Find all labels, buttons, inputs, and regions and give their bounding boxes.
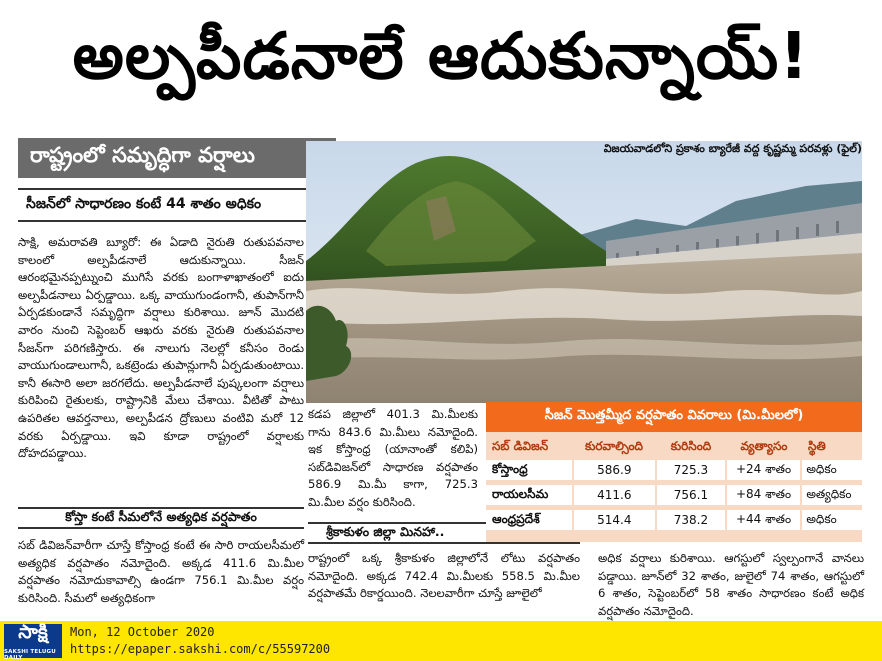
table-cell: కోస్తాంధ్ర: [486, 460, 572, 480]
table-cell: 738.2: [657, 510, 725, 530]
table-title: సీజన్ మొత్తమ్మీద వర్షపాతం వివరాలు (మి.మీలలో): [486, 402, 862, 432]
article-body-column-2b: రాష్ట్రంలో ఒక్క శ్రీకాకుళం జిల్లాలోనే లోటు వర్షపాతం నమోదైంది. అక్కడ 742.4 మి.మీలకు 558.5 మి.మీల వర్షపాతమే రికార్డయింది. నెలలవారీగా చూస్తే జూలైలో: [308, 551, 580, 601]
logo-subtext: SAKSHI TELUGU DAILY: [4, 649, 56, 661]
table-cell: 756.1: [657, 485, 725, 505]
table-header-cell: కురవాల్సింది: [584, 438, 644, 453]
barrage-photo: [306, 141, 862, 403]
table-header-cell: స్థితి: [808, 438, 826, 453]
article-body-column-2: కడప జిల్లాలో 401.3 మి.మీలకు గాను 843.6 మి.మీలు నమోదైంది. ఇక కోస్తాంధ్ర (యానాంతో కలిపి) సబ్‌డివిజన్‌లో సాధారణ వర్షపాతం 586.9 మి.మీ కాగా, 725.3 మి.మీల వర్షం కురిసింది.: [308, 407, 478, 509]
article-body-column-1: సాక్షి, అమరావతి బ్యూరో: ఈ ఏడాది నైరుతి రుతుపవనాల కాలంలో అల్పపీడనాలే ఆదుకున్నాయి. సీజన్ ఆరంభమైనప్పట్నుంచి ముగిసే వరకు బంగాళాఖాతంలో ఐదు అల్పపీడనాలు ఏర్పడ్డాయి. ఒక్క వాయుగుండంగానీ, తుపాన్‌గానీ ఏర్పడకుండానే సమృద్ధిగా వర్షాలు కురిశాయి. జూన్ మొదటి వారం నుంచి సెప్టెంబర్ ఆఖరు వరకు నైరుతి రుతుపవనాల సీజన్‌గా పరిగణిస్తారు. ఈ నాలుగు నెలల్లో కనీసం రెండు వాయుగుండాలుగానీ, ఒకట్రెండు తుపాన్లుగానీ ఏర్పడుతుంటాయి. కానీ ఈసారి అలా జరగలేదు. అల్పపీడనాలే పుష్కలంగా వర్షాలు కురిపించి రైతులకు, రాష్ట్రానికి మేలు చేశాయి. వీటితో పాటు ఉపరితల ఆవర్తనాలు, అల్పపీడన ద్రోణులు వంటివి మరో 12 వరకు ఏర్పడ్డాయి. ఇవి కూడా రాష్ట్రంలో వర్షాలకు దోహదపడ్డాయి.: [18, 235, 304, 461]
table-header-row: [486, 436, 862, 458]
table-header-cell: వ్యత్యాసం: [740, 438, 788, 453]
table-row: [486, 484, 862, 506]
photo-caption: విజయవాడలోని ప్రకాశం బ్యారేజీ వద్ద కృష్ణమ్మ పరవళ్లు (ఫైల్): [603, 142, 862, 155]
article-body-column-3: అధిక వర్షాలు కురిశాయి. ఆగస్టులో స్వల్పంగానే వానలు పడ్డాయి. జూన్‌లో 32 శాతం, జులైలో 74 శాతం, ఆగస్టులో 6 శాతం, సెప్టెంబర్‌లో 58 శాతం సాధారణం కంటే అధిక వర్షపాతం నమోదైంది.: [598, 551, 864, 618]
sakshi-logo[interactable]: [4, 621, 62, 661]
table-row: [486, 459, 862, 481]
footer-date: Mon, 12 October 2020: [70, 625, 215, 639]
logo-text: సాక్షి: [18, 621, 48, 643]
table-header-cell: సబ్ డివిజన్: [492, 438, 549, 453]
table-header-cell: కురిసింది: [670, 438, 712, 453]
table-cell: అధికం: [802, 510, 862, 530]
table-cell: 514.4: [574, 510, 656, 530]
table-cell: +44 శాతం: [727, 510, 801, 530]
photo-illustration: [306, 141, 862, 403]
table-cell: ఆంధ్రప్రదేశ్: [486, 510, 572, 530]
subheadline: రాష్ట్రంలో సమృద్ధిగా వర్షాలు: [18, 138, 336, 178]
table-cell: +84 శాతం: [727, 485, 801, 505]
rainfall-table: [486, 432, 862, 542]
table-cell: 725.3: [657, 460, 725, 480]
article-body-column-1b: సబ్ డివిజన్‌వారీగా చూస్తే కోస్తాంధ్ర కంటే ఈ సారి రాయలసీమలో అత్యధిక వర్షపాతం నమోదైంది. అక్కడ 411.6 మి.మీల వర్షపాతం నమోదుకావాల్సి ఉండగా 756.1 మి.మీల వర్షం కురిసింది. సీమలో అత్యధికంగా: [18, 538, 304, 605]
section-heading: శ్రీకాకుళం జిల్లా మినహా..: [308, 522, 580, 544]
footer-url-link[interactable]: https://epaper.sakshi.com/c/55597200: [70, 642, 331, 656]
table-cell: 586.9: [574, 460, 656, 480]
table-cell: అత్యధికం: [802, 485, 862, 505]
table-cell: 411.6: [574, 485, 656, 505]
table-row: [486, 509, 862, 531]
table-cell: రాయలసీమ: [486, 485, 572, 505]
deck-line: సీజన్‌లో సాధారణం కంటే 44 శాతం అధికం: [18, 188, 336, 222]
section-heading: కోస్తా కంటే సీమలోనే అత్యధిక వర్షపాతం: [18, 507, 304, 529]
table-cell: +24 శాతం: [727, 460, 801, 480]
headline: అల్పపీడనాలే ఆదుకున్నాయ్!: [72, 19, 810, 94]
table-cell: అధికం: [802, 460, 862, 480]
